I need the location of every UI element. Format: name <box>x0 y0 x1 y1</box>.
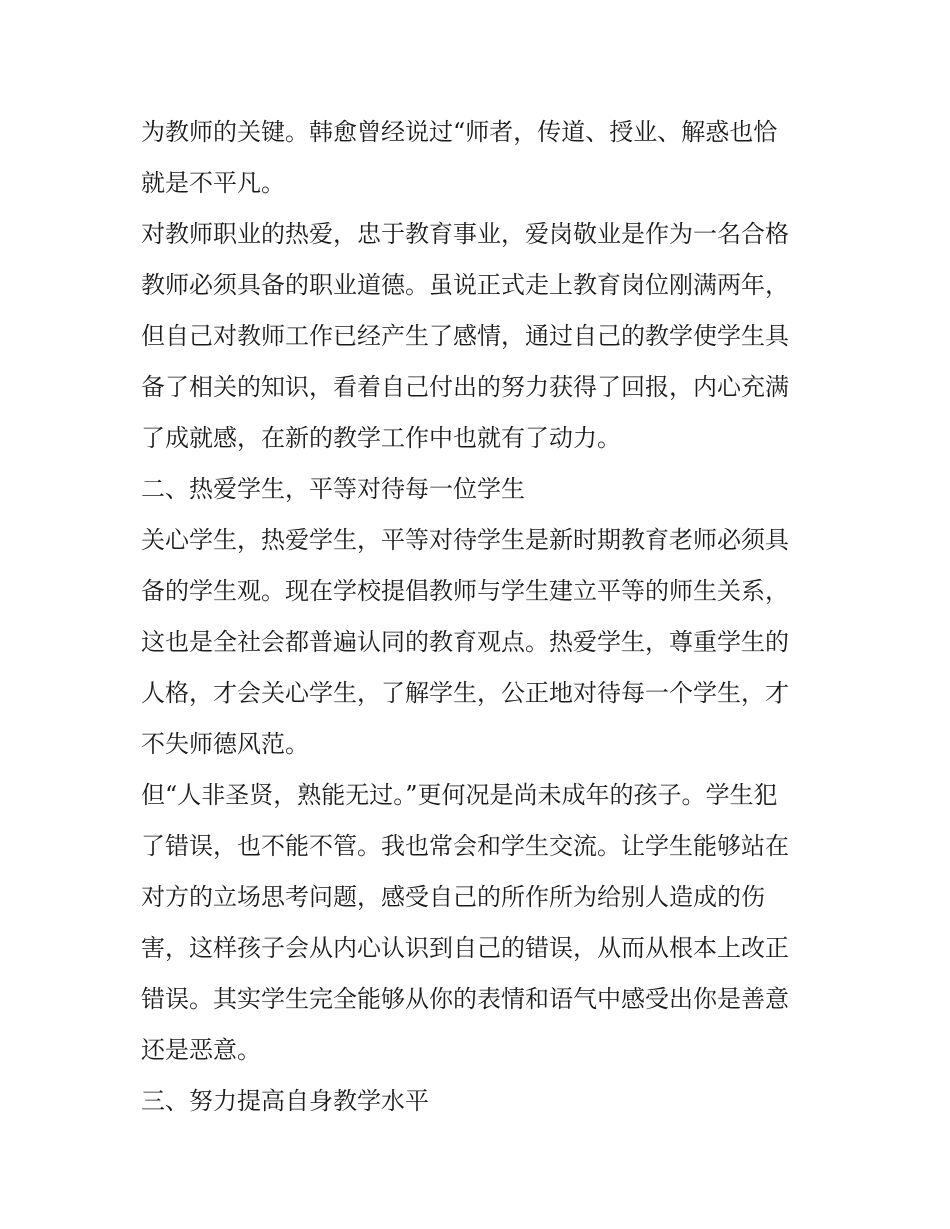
text-line: 关心学生，热爱学生，平等对待学生是新时期教育老师必须具 <box>141 526 789 554</box>
text-line: 备了相关的知识，看着自己付出的努力获得了回报，内心充满 <box>141 373 789 401</box>
text-line: 但“人非圣贤，熟能无过。”更何况是尚未成年的孩子。学生犯 <box>141 781 778 809</box>
text-line: 就是不平凡。 <box>141 169 285 197</box>
text-line: 为教师的关键。韩愈曾经说过“师者，传道、授业、解惑也恰 <box>141 118 778 146</box>
text-line: 不失师德风范。 <box>141 730 309 758</box>
section-heading: 三、努力提高自身教学水平 <box>141 1087 429 1115</box>
text-line: 对方的立场思考问题，感受自己的所作所为给别人造成的伤 <box>141 883 765 911</box>
text-line: 错误。其实学生完全能够从你的表情和语气中感受出你是善意 <box>141 985 789 1013</box>
text-line: 但自己对教师工作已经产生了感情，通过自己的教学使学生具 <box>141 322 789 350</box>
section-heading: 二、热爱学生，平等对待每一位学生 <box>141 475 525 503</box>
text-line: 备的学生观。现在学校提倡教师与学生建立平等的师生关系， <box>141 577 789 605</box>
text-line: 对教师职业的热爱，忠于教育事业，爱岗敬业是作为一名合格 <box>141 220 789 248</box>
document-body <box>141 107 821 1127</box>
text-line: 人格，才会关心学生，了解学生，公正地对待每一个学生，才 <box>141 679 789 707</box>
text-line: 还是恶意。 <box>141 1036 261 1064</box>
text-line: 教师必须具备的职业道德。虽说正式走上教育岗位刚满两年， <box>141 271 789 299</box>
text-line: 了成就感，在新的教学工作中也就有了动力。 <box>141 424 621 452</box>
text-line: 这也是全社会都普遍认同的教育观点。热爱学生，尊重学生的 <box>141 628 789 656</box>
text-line: 害，这样孩子会从内心认识到自己的错误，从而从根本上改正 <box>141 934 789 962</box>
text-line: 了错误，也不能不管。我也常会和学生交流。让学生能够站在 <box>141 832 789 860</box>
